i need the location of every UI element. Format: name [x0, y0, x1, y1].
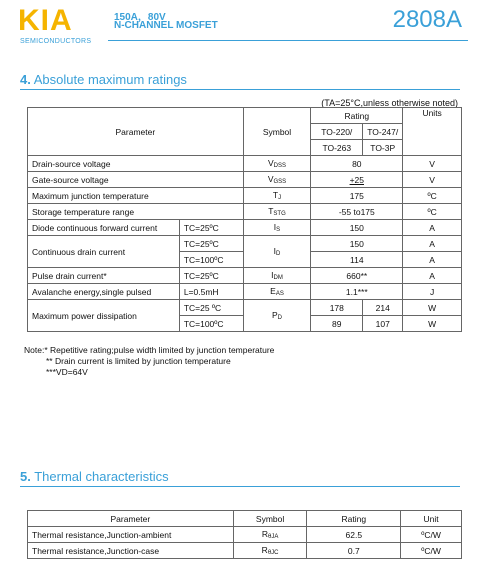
rating-cell: 62.5 [307, 527, 401, 543]
symbol-subscript: STG [273, 211, 286, 217]
table-row [28, 220, 462, 236]
param-cell: Thermal resistance,Junction-case [28, 543, 234, 559]
symbol-cell [243, 300, 311, 332]
symbol-cell [243, 284, 311, 300]
symbol-subscript: D [276, 251, 281, 257]
rating-cell: 150 [311, 236, 403, 252]
symbol-main: R [261, 529, 268, 539]
section5-number: 5. [20, 469, 31, 484]
param-cell: Avalanche energy,single pulsed [28, 284, 180, 300]
symbol-main: R [261, 545, 268, 555]
table-row [28, 284, 462, 300]
unit-cell: A [403, 252, 462, 268]
symbol-subscript: AS [275, 291, 284, 297]
param-cell: Gate-source voltage [28, 172, 244, 188]
header-rating: Rating [311, 108, 403, 124]
header-parameter: Parameter [28, 511, 234, 527]
condition-cell: TC=25 ºC [179, 300, 243, 316]
table-header-row [28, 511, 462, 527]
section5-divider [20, 486, 460, 487]
absolute-max-ratings-table [27, 107, 462, 332]
unit-cell: A [403, 268, 462, 284]
param-cell: Maximum power dissipation [28, 300, 180, 332]
unit-cell: ºC [403, 188, 462, 204]
symbol-cell [243, 172, 311, 188]
param-cell: Drain-source voltage [28, 156, 244, 172]
header-divider [108, 40, 468, 41]
symbol-main: V [267, 174, 274, 184]
symbol-main: I [273, 222, 277, 232]
unit-cell: ºC [403, 204, 462, 220]
condition-cell: TC=25ºC [179, 268, 243, 284]
symbol-subscript: GSS [273, 179, 287, 185]
section4-title-text: Absolute maximum ratings [33, 72, 187, 87]
table-row [28, 543, 462, 559]
symbol-cell [243, 188, 311, 204]
symbol-main: E [270, 286, 276, 296]
symbol-cell [243, 220, 311, 236]
spec-line-2: N-CHANNEL MOSFET [114, 20, 218, 31]
company-subtitle: SEMICONDUCTORS [20, 38, 92, 45]
unit-cell: V [403, 172, 462, 188]
unit-cell: W [403, 316, 462, 332]
symbol-subscript: DM [273, 275, 283, 281]
symbol-cell [243, 156, 311, 172]
rating-cell-pkg1: 178 [311, 300, 363, 316]
header-rating: Rating [307, 511, 401, 527]
symbol-cell [243, 204, 311, 220]
symbol-cell [233, 543, 307, 559]
condition-cell: TC=25ºC [179, 236, 243, 252]
spec-line-1: 150A，80V [114, 12, 166, 23]
table-row [28, 172, 462, 188]
header-unit: Unit [401, 511, 462, 527]
unit-cell: V [403, 156, 462, 172]
symbol-main: P [271, 310, 278, 320]
table-row [28, 527, 462, 543]
rating-cell-pkg2: 107 [363, 316, 403, 332]
condition-cell: TC=25ºC [179, 220, 243, 236]
symbol-subscript: D [277, 315, 282, 321]
rating-cell: 660** [311, 268, 403, 284]
rating-cell: 150 [311, 220, 403, 236]
rating-cell-pkg1: 89 [311, 316, 363, 332]
param-cell: Maximum junction temperature [28, 188, 244, 204]
company-logo: KIA [18, 4, 73, 37]
param-cell: Thermal resistance,Junction-ambient [28, 527, 234, 543]
section4-divider [20, 89, 460, 90]
symbol-subscript: θJA [267, 534, 279, 540]
unit-cell: W [403, 300, 462, 316]
rating-cell: 175 [311, 188, 403, 204]
unit-cell: A [403, 236, 462, 252]
symbol-subscript: DSS [273, 163, 286, 169]
part-number: 2808A [392, 6, 462, 33]
rating-cell: 0.7 [307, 543, 401, 559]
note-line-3: ***VD=64V [46, 367, 88, 377]
symbol-subscript: θJC [267, 550, 279, 556]
table-row [28, 204, 462, 220]
symbol-main: I [273, 246, 277, 256]
rating-cell: -55 to175 [311, 204, 403, 220]
header-pkg2-a: TO-247/ [363, 124, 403, 140]
note-line-1: Note:* Repetitive rating;pulse width limited by junction temperature [24, 345, 275, 355]
table-row [28, 236, 462, 252]
unit-cell: J [403, 284, 462, 300]
param-cell: Diode continuous forward current [28, 220, 180, 236]
rating-cell: 1.1*** [311, 284, 403, 300]
table-header-row [28, 108, 462, 124]
rating-cell: 80 [311, 156, 403, 172]
header-symbol: Symbol [243, 108, 311, 156]
section5-title-text: Thermal characteristics [34, 469, 169, 484]
param-cell: Pulse drain current* [28, 268, 180, 284]
header-symbol: Symbol [233, 511, 307, 527]
condition-cell: L=0.5mH [179, 284, 243, 300]
table-row [28, 188, 462, 204]
note-line-2: ** Drain current is limited by junction temperature [46, 356, 231, 366]
rating-cell-pkg2: 214 [363, 300, 403, 316]
symbol-subscript: J [278, 195, 282, 201]
symbol-main: V [267, 158, 274, 168]
param-cell: Continuous drain current [28, 236, 180, 268]
unit-cell: ºC/W [401, 543, 462, 559]
unit-cell: A [403, 220, 462, 236]
thermal-characteristics-table [27, 510, 462, 559]
section5-title [20, 469, 169, 484]
header-pkg1-b: TO-263 [311, 140, 363, 156]
section4-title [20, 72, 187, 87]
section4-number: 4. [20, 72, 31, 87]
table-row [28, 300, 462, 316]
header-parameter: Parameter [28, 108, 244, 156]
rating-cell: +25 [311, 172, 403, 188]
symbol-subscript: S [276, 227, 281, 233]
header-units: Units [403, 108, 462, 156]
condition-note: (TA=25°C,unless otherwise noted) [321, 98, 458, 108]
param-cell: Storage temperature range [28, 204, 244, 220]
symbol-main: T [268, 206, 274, 216]
unit-cell: ºC/W [401, 527, 462, 543]
rating-cell: 114 [311, 252, 403, 268]
condition-cell: TC=100ºC [179, 252, 243, 268]
table-row [28, 156, 462, 172]
symbol-cell [243, 268, 311, 284]
condition-cell: TC=100ºC [179, 316, 243, 332]
header-pkg1-a: TO-220/ [311, 124, 363, 140]
symbol-cell [233, 527, 307, 543]
symbol-main: I [271, 270, 274, 280]
symbol-cell [243, 236, 311, 268]
table-row [28, 268, 462, 284]
symbol-main: T [272, 190, 279, 200]
header-pkg2-b: TO-3P [363, 140, 403, 156]
